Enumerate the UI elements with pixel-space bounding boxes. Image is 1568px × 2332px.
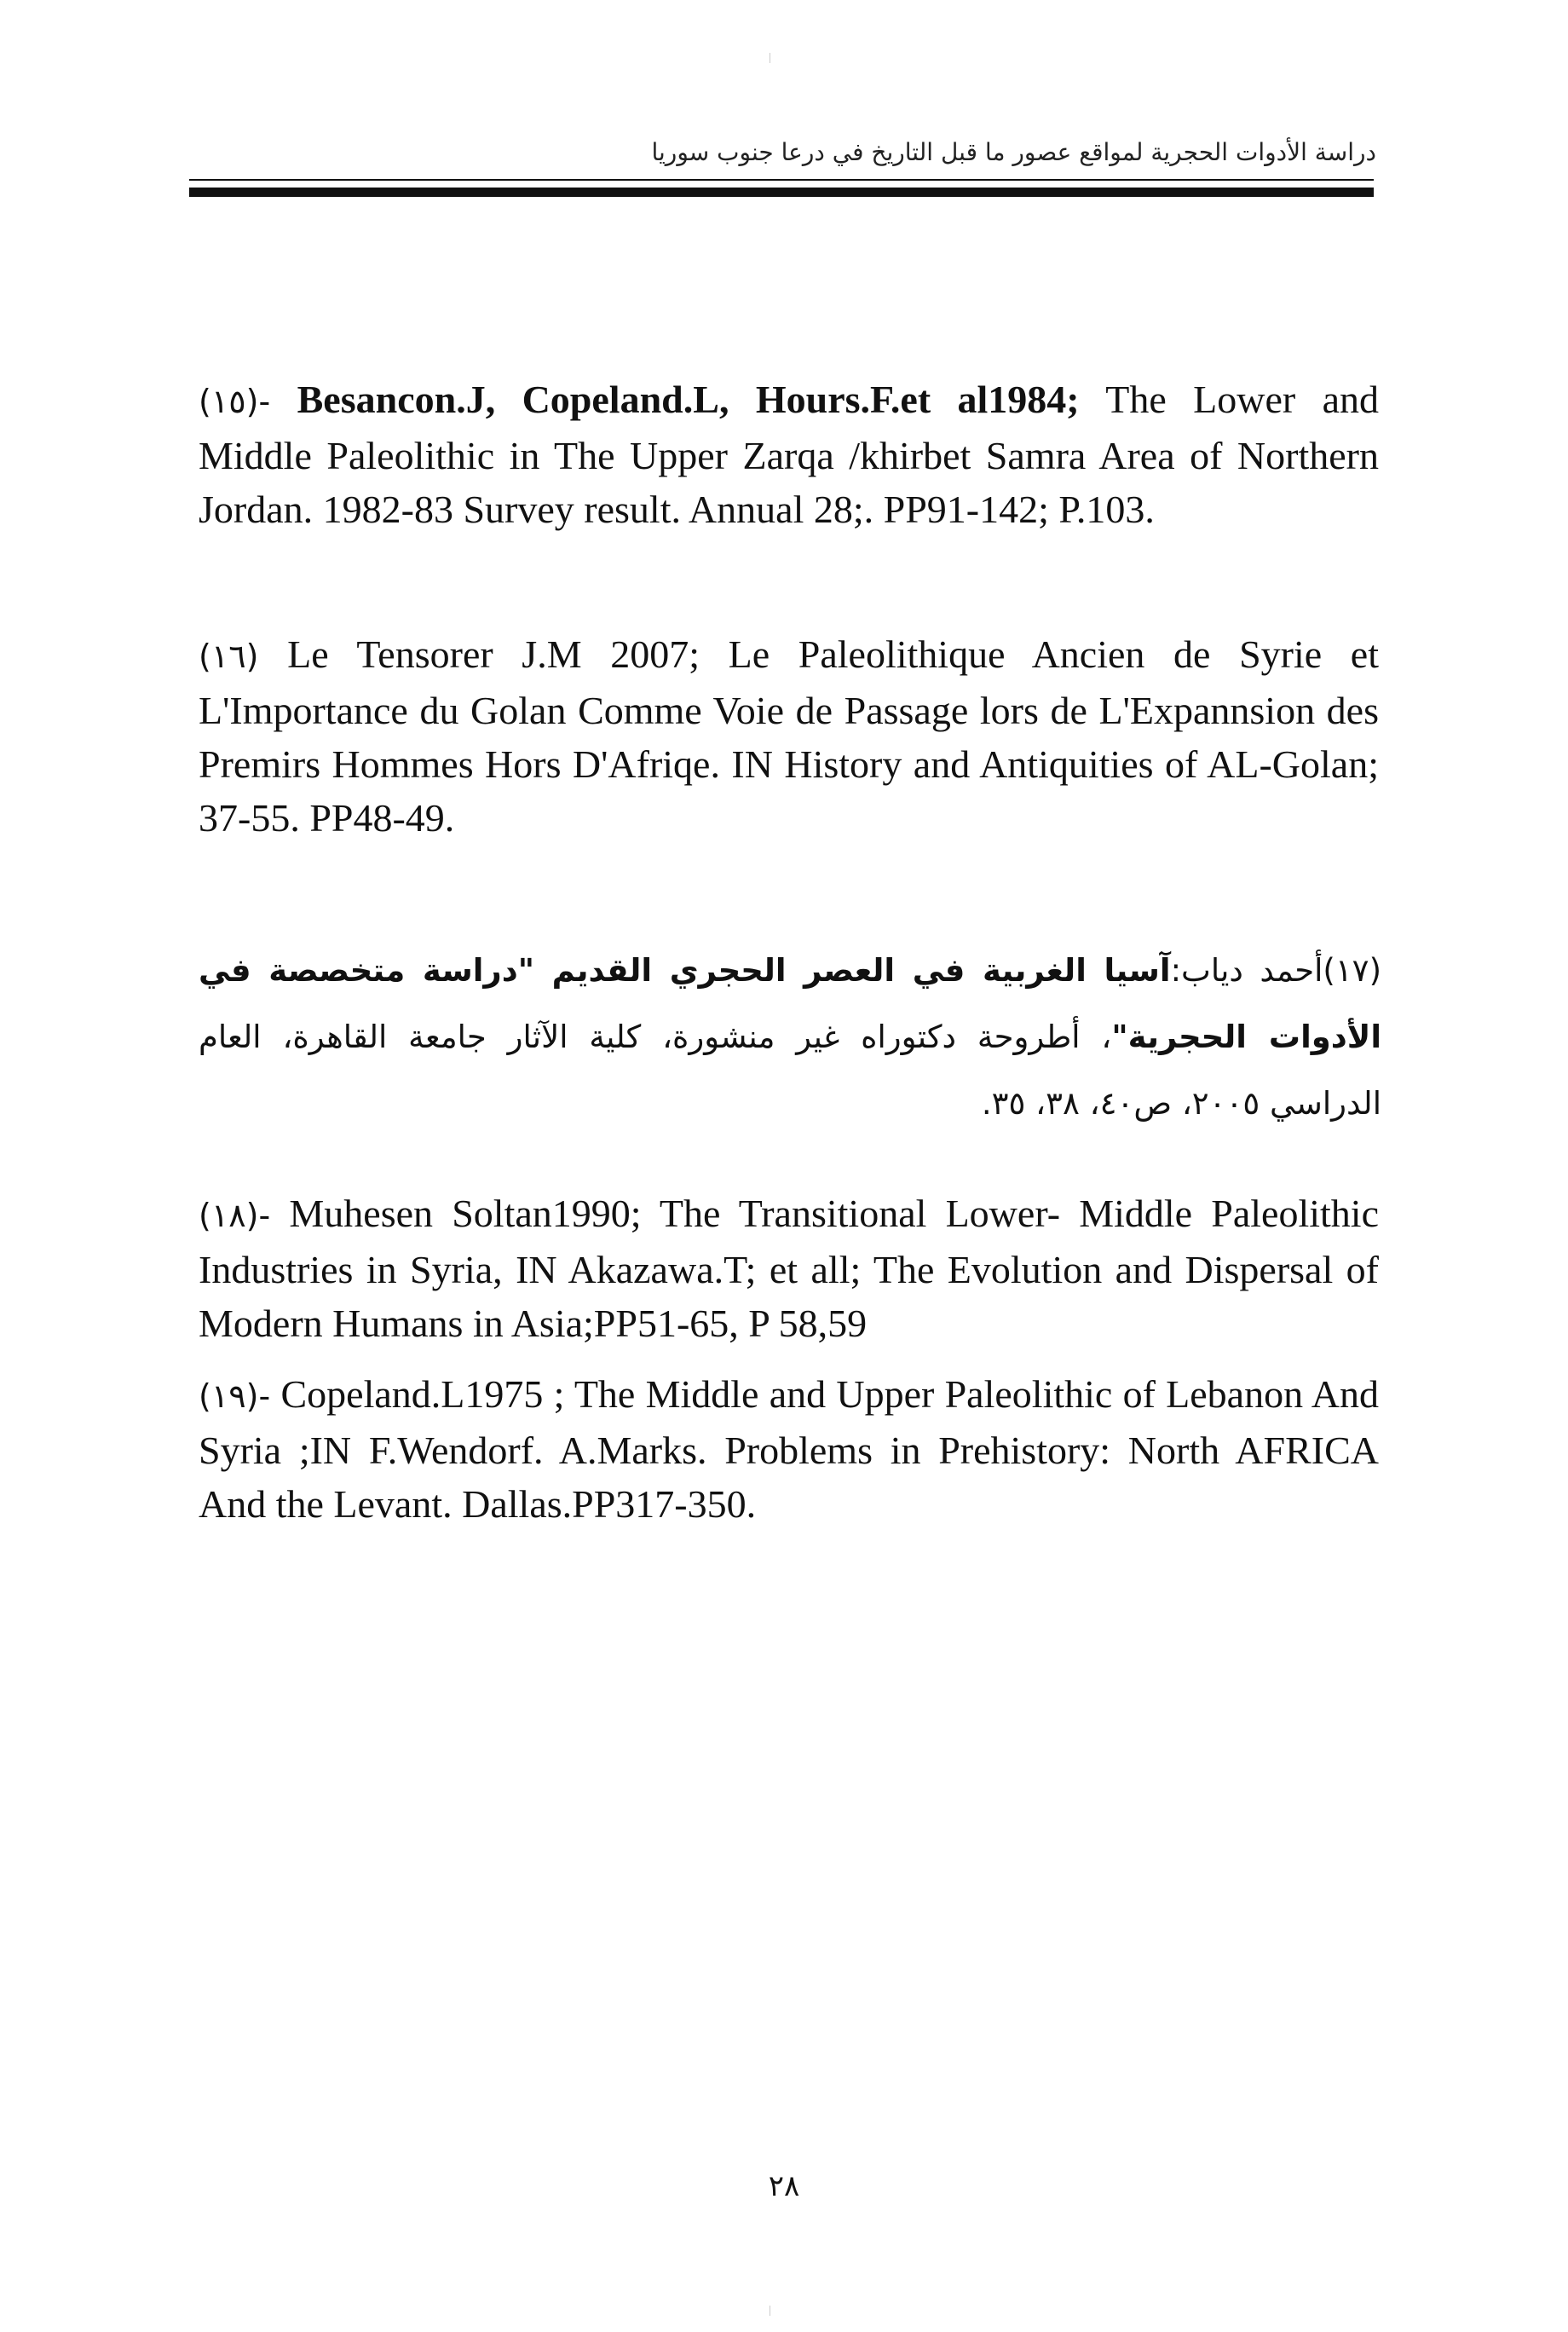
reference-text: Copeland.L1975 ; The Middle and Upper Paleolithic of Lebanon And Syria ;IN F.Wendorf. A.Marks. Problems in Prehistory: North AFRICA And the Levant. Dallas.PP317-350. [199, 1372, 1380, 1526]
reference-text: The Lower and Middle Paleolithic in The Upper Zarqa /khirbet Samra Area of Northern Jordan. 1982-83 Survey result. Annual 28;. PP91-142; P.103. [199, 378, 1380, 531]
reference-15 [199, 372, 1379, 536]
reference-author: أحمد دياب: [1170, 952, 1323, 989]
page-number: ٢٨ [768, 2169, 800, 2203]
reference-number: (١٧) [1323, 952, 1381, 989]
reference-number: (١٨)- [199, 1197, 271, 1234]
reference-authors: Besancon.J, Copeland.L, Hours.F.et al1984; [297, 378, 1080, 421]
reference-17 [199, 938, 1381, 1137]
reference-number: (١٦) [199, 638, 259, 675]
reference-text: ، أطروحة دكتوراه غير منشورة، كلية الآثار جامعة القاهرة، العام الدراسي ٢٠٠٥، ص٤٠، ٣٨، ٣٥. [199, 1019, 1381, 1122]
reference-19 [199, 1367, 1379, 1531]
reference-text: Le Tensorer J.M 2007; Le Paleolithique Ancien de Syrie et L'Importance du Golan Comme Voie de Passage lors de L'Expannsion des Premirs Hommes Hors D'Afriqe. IN History and Antiquities of AL-Golan; 37-55. PP48-49. [199, 632, 1379, 840]
header-rule-thin [189, 179, 1374, 181]
running-header-title: دراسة الأدوات الحجرية لمواقع عصور ما قبل التاريخ في درعا جنوب سوريا [651, 138, 1376, 166]
reference-16 [199, 627, 1379, 845]
reference-number: (١٥)- [199, 383, 271, 420]
reference-number: (١٩)- [199, 1377, 271, 1415]
reference-text: Muhesen Soltan1990; The Transitional Lower- Middle Paleolithic Industries in Syria, IN Akazawa.T; et all; The Evolution and Dispersal of Modern Humans in Asia;PP51-65, P 58,59 [199, 1192, 1380, 1345]
reference-title: آسيا الغربية في العصر الحجري القديم "دراسة متخصصة في الأدوات الحجرية" [199, 952, 1382, 1055]
reference-18 [199, 1186, 1379, 1350]
header-rule-thick [189, 188, 1374, 197]
